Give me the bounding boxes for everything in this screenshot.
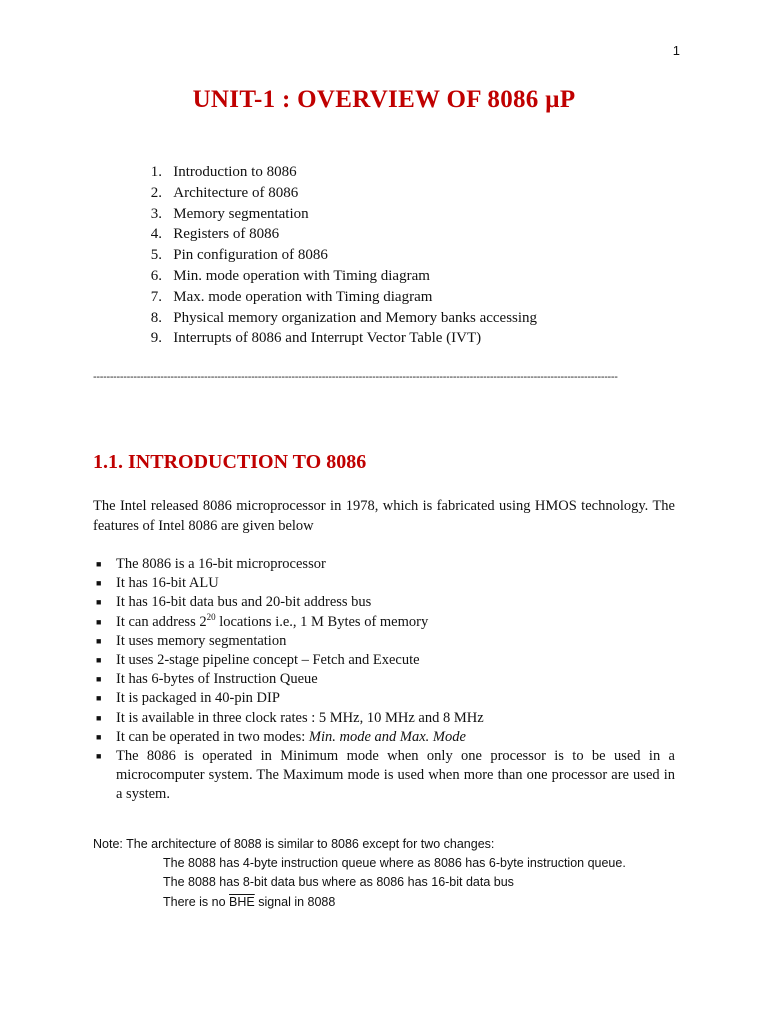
list-item <box>93 574 675 593</box>
exponent: 20 <box>206 611 216 622</box>
feature-text: It can be operated in two modes: <box>116 728 309 745</box>
toc-item-number: 5. <box>150 247 162 264</box>
toc-item-text: Introduction to 8086 <box>173 164 297 180</box>
square-bullet-icon: ■ <box>96 693 102 704</box>
toc-item <box>130 266 690 287</box>
toc-item <box>130 204 690 225</box>
feature-list <box>93 555 675 805</box>
square-bullet-icon: ■ <box>96 597 102 608</box>
feature-text: The 8086 is operated in Minimum mode when only one processor is to be used in a microcomputer system. The Maximum mode is used when more than one processor are used in a system. <box>116 748 675 803</box>
toc-item <box>130 308 690 329</box>
toc-item-text: Architecture of 8086 <box>173 184 299 201</box>
note-block <box>93 834 693 912</box>
toc-item-text: Memory segmentation <box>173 205 309 222</box>
toc-item-number: 4. <box>150 226 162 243</box>
toc-item <box>130 183 690 204</box>
feature-text: It can address 2 <box>116 613 207 630</box>
toc-item <box>130 287 690 308</box>
feature-text: It has 16-bit ALU <box>116 575 219 592</box>
toc-item-number: 9. <box>150 330 162 347</box>
note-line: The 8088 has 4-byte instruction queue where as 8086 has 6-byte instruction queue. <box>163 856 626 870</box>
list-item <box>93 670 675 689</box>
list-item <box>93 632 675 651</box>
square-bullet-icon: ■ <box>96 655 102 666</box>
page-number: 1 <box>672 43 680 58</box>
note-text: signal in 8088 <box>254 894 336 909</box>
unit-title: UNIT-1 : OVERVIEW OF 8086 µP <box>192 86 576 113</box>
toc-item-number: 6. <box>150 267 162 284</box>
toc-item <box>130 245 690 266</box>
square-bullet-icon: ■ <box>96 635 102 646</box>
feature-text: It has 16-bit data bus and 20-bit address bus <box>116 594 372 611</box>
intro-paragraph: The Intel released 8086 microprocessor in 1978, which is fabricated using HMOS technology. The features of Intel 8086 are given below <box>93 498 675 534</box>
toc-item-text: Min. mode operation with Timing diagram <box>173 267 430 284</box>
list-item <box>93 689 675 708</box>
feature-text: locations i.e., 1 M Bytes of memory <box>215 613 429 630</box>
dashed-divider: ------------------------------------------------------------------------------------------------------------------------------------------------------------ <box>93 371 618 383</box>
toc-item-text: Max. mode operation with Timing diagram <box>173 288 433 305</box>
square-bullet-icon: ■ <box>96 712 102 723</box>
square-bullet-icon: ■ <box>96 731 102 742</box>
note-line: The 8088 has 8-bit data bus where as 8086 has 16-bit data bus <box>163 875 514 890</box>
toc-item-text: Pin configuration of 8086 <box>173 247 328 264</box>
bhe-signal: $\overline{BHE}$ <box>229 894 255 909</box>
list-item <box>93 651 675 670</box>
toc-item-number: 3. <box>150 205 162 222</box>
toc-item-text: Interrupts of 8086 and Interrupt Vector Table (IVT) <box>173 330 482 347</box>
toc-item-text: Physical memory organization and Memory banks accessing <box>173 309 538 326</box>
toc-item-number: 7. <box>150 288 162 305</box>
toc-item-number: 2. <box>150 184 162 201</box>
list-item <box>93 613 675 632</box>
square-bullet-icon: ■ <box>96 578 102 589</box>
feature-text: It has 6-bytes of Instruction Queue <box>116 671 318 688</box>
square-bullet-icon: ■ <box>96 559 102 569</box>
note-lead: Note: The architecture of 8088 is similar to 8086 except for two changes: <box>93 837 495 851</box>
square-bullet-icon: ■ <box>96 751 102 762</box>
square-bullet-icon: ■ <box>96 616 102 627</box>
feature-text: It is packaged in 40-pin DIP <box>116 690 280 707</box>
feature-text: It is available in three clock rates : 5 MHz, 10 MHz and 8 MHz <box>116 709 484 726</box>
list-item <box>93 747 675 805</box>
section-title: 1.1. INTRODUCTION TO 8086 <box>93 451 367 473</box>
square-bullet-icon: ■ <box>96 674 102 685</box>
feature-emphasis: Min. mode and Max. Mode <box>308 728 466 745</box>
toc-item-text: Registers of 8086 <box>173 226 280 243</box>
list-item <box>93 593 675 612</box>
feature-text: It uses memory segmentation <box>116 632 287 649</box>
toc-item <box>130 328 690 349</box>
toc-item-number: 8. <box>150 309 162 326</box>
toc-item-number: 1. <box>150 164 162 180</box>
list-item <box>93 709 675 728</box>
feature-text: It uses 2-stage pipeline concept – Fetch and Execute <box>116 652 420 669</box>
toc-item <box>130 162 690 183</box>
note-line <box>93 893 693 912</box>
list-item <box>93 555 675 574</box>
feature-text: The 8086 is a 16-bit microprocessor <box>116 556 326 572</box>
list-item <box>93 728 675 747</box>
toc-item <box>130 224 690 245</box>
note-text: There is no <box>163 894 230 909</box>
table-of-contents <box>130 162 690 349</box>
